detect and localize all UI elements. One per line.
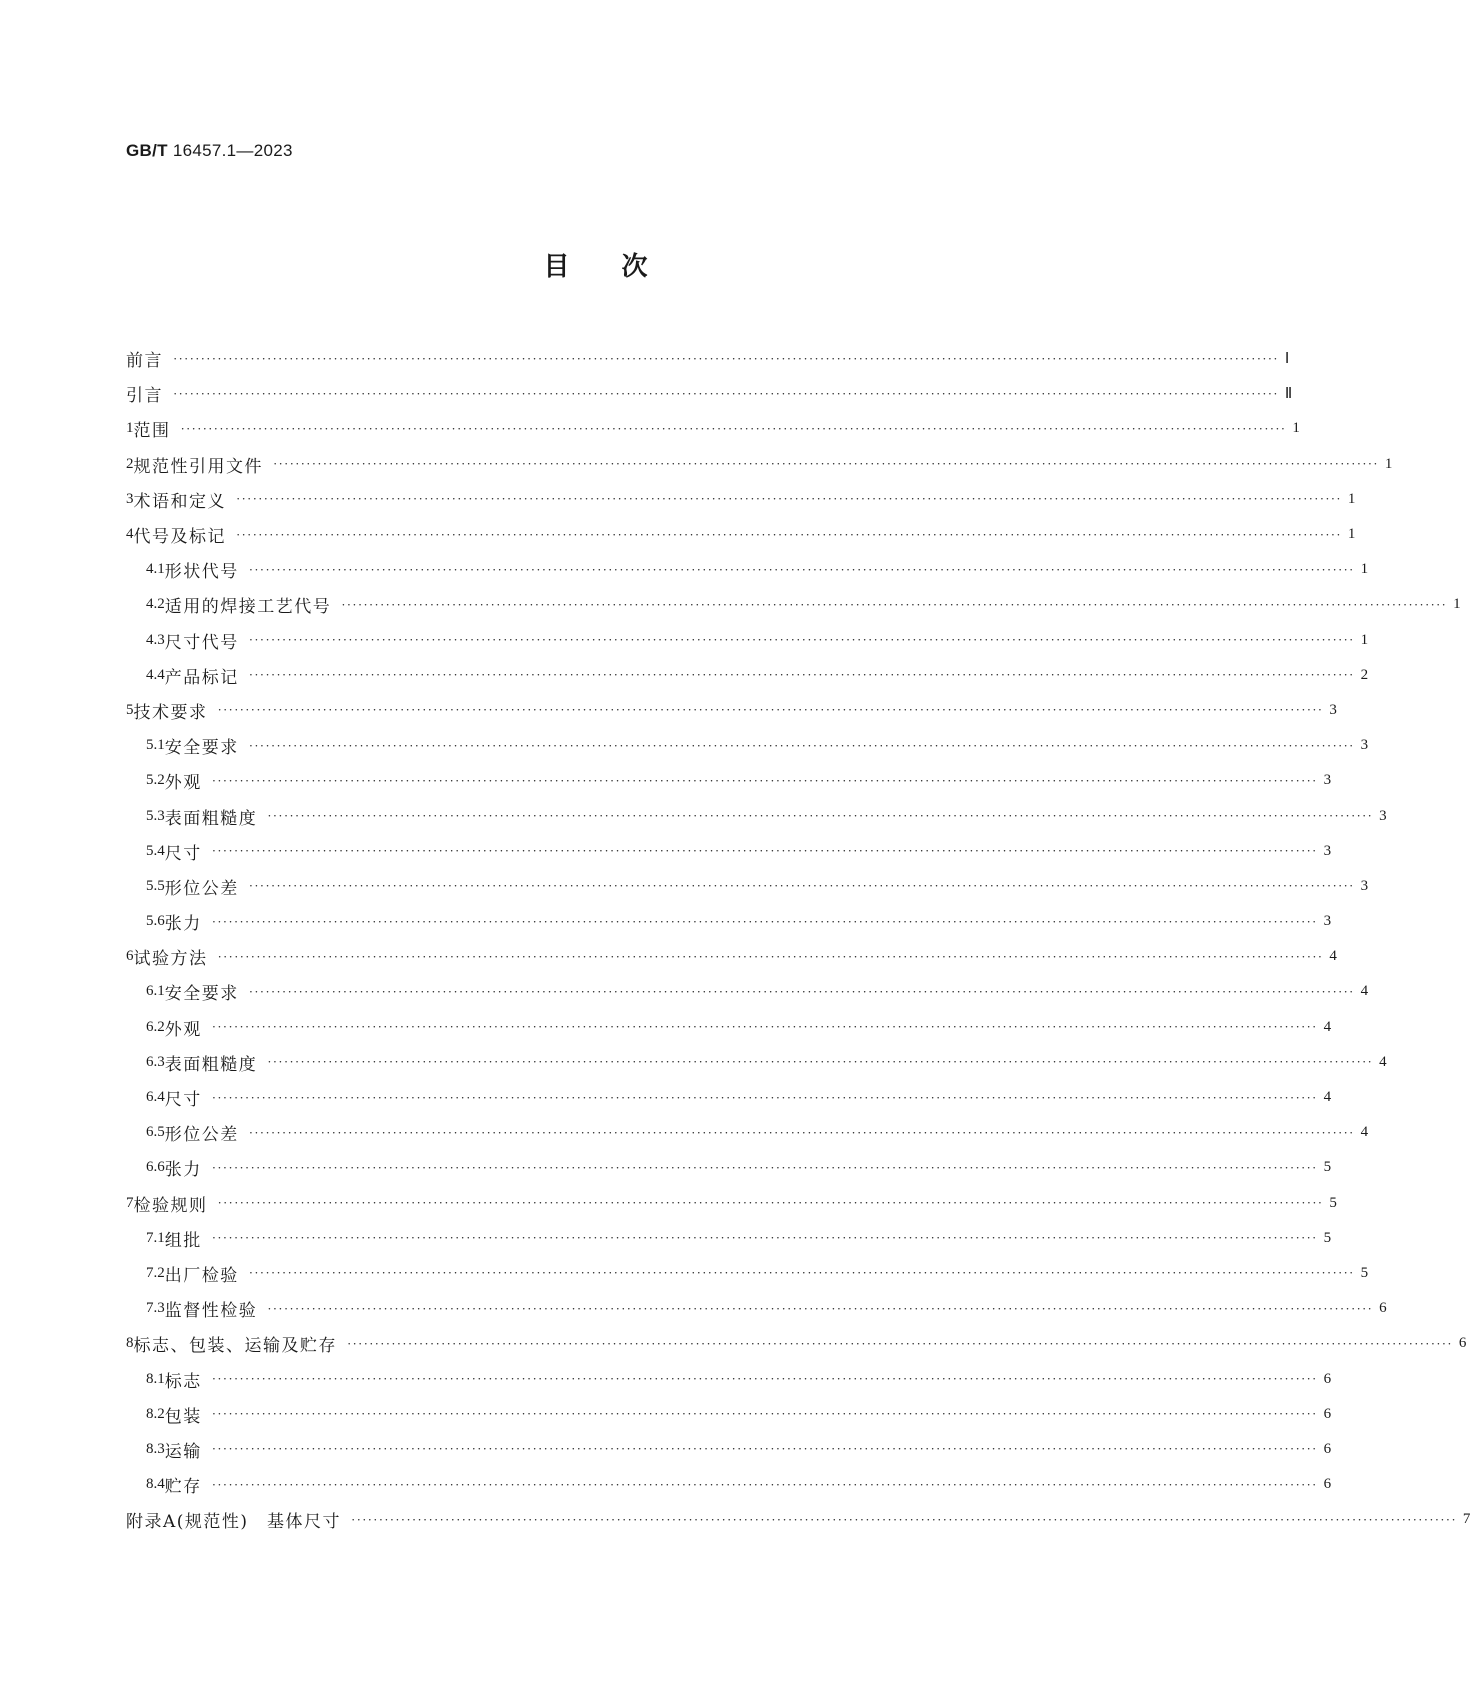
- toc-entry-label: 形位公差: [164, 878, 239, 899]
- toc-entry-page: 3: [1360, 877, 1369, 894]
- toc-entry[interactable]: [126, 1397, 1332, 1432]
- toc-entry-number: 5.1: [146, 737, 165, 754]
- toc-entry-page: 4: [1360, 983, 1369, 1000]
- toc-entry-page: Ⅰ: [1284, 351, 1290, 368]
- toc-entry-page: 1: [1360, 631, 1369, 648]
- toc-entry-label: 适用的焊接工艺代号: [164, 597, 332, 618]
- toc-leader-dots: ········································································································································································································: [173, 385, 1279, 401]
- toc-entry-label: 表面粗糙度: [164, 808, 258, 829]
- toc-leader-dots: ········································································································································································································: [217, 702, 1324, 718]
- toc-entry-page: 1: [1347, 490, 1356, 507]
- page-title: 目次: [543, 252, 700, 282]
- toc-entry-page: 7: [1462, 1511, 1470, 1528]
- toc-entry-page: 3: [1360, 737, 1369, 754]
- toc-entry-page: 1: [1360, 561, 1369, 578]
- toc-entry-number: 6.4: [146, 1089, 165, 1106]
- toc-entry[interactable]: [126, 939, 1337, 974]
- standard-number: 16457.1—2023: [172, 141, 293, 160]
- toc-leader-dots: ········································································································································································································: [347, 1335, 1453, 1351]
- toc-entry[interactable]: [126, 834, 1332, 869]
- toc-entry[interactable]: [126, 482, 1356, 517]
- toc-entry-number: 6.2: [146, 1018, 165, 1035]
- toc-entry-number: 2: [126, 455, 134, 472]
- toc-entry-page: 3: [1323, 913, 1332, 930]
- toc-leader-dots: ········································································································································································································: [211, 1371, 1318, 1387]
- toc-entry[interactable]: [126, 376, 1293, 411]
- toc-entry[interactable]: [126, 974, 1369, 1009]
- toc-entry[interactable]: [126, 904, 1332, 939]
- standard-prefix: GB/T: [126, 141, 168, 160]
- toc-entry-page: 5: [1323, 1159, 1332, 1176]
- toc-entry[interactable]: [126, 1326, 1467, 1361]
- toc-leader-dots: ········································································································································································································: [248, 561, 1355, 577]
- toc-entry[interactable]: [126, 1291, 1387, 1326]
- toc-entry-label: 表面粗糙度: [164, 1054, 258, 1075]
- toc-entry-label: 贮存: [164, 1477, 202, 1498]
- toc-entry-page: 3: [1379, 807, 1387, 824]
- toc-entry-label: 张力: [164, 1160, 202, 1181]
- toc-entry-label: 标志、包装、运输及贮存: [133, 1336, 337, 1357]
- toc-entry-label: 引言: [126, 386, 163, 407]
- toc-entry[interactable]: [126, 1115, 1369, 1150]
- toc-entry-number: 7: [126, 1194, 134, 1211]
- toc-entry-label: 形位公差: [164, 1125, 239, 1146]
- toc-entry-page: 3: [1323, 772, 1332, 789]
- toc-entry-page: 5: [1323, 1229, 1332, 1246]
- toc-leader-dots: ········································································································································································································: [248, 1124, 1355, 1140]
- toc-entry[interactable]: [126, 447, 1393, 482]
- toc-entry-number: 1: [126, 420, 134, 437]
- toc-entry[interactable]: [126, 1256, 1369, 1291]
- toc-leader-dots: ········································································································································································································: [248, 632, 1355, 648]
- toc-entry[interactable]: [126, 411, 1300, 446]
- toc-leader-dots: ········································································································································································································: [248, 878, 1355, 894]
- toc-entry-number: 6.6: [146, 1159, 165, 1176]
- toc-entry[interactable]: [126, 623, 1369, 658]
- toc-leader-dots: ········································································································································································································: [217, 948, 1324, 964]
- toc-entry-label: 安全要求: [164, 984, 239, 1005]
- toc-entry-page: 5: [1360, 1264, 1369, 1281]
- toc-entry-number: 3: [126, 490, 134, 507]
- toc-entry-number: 7.3: [146, 1300, 165, 1317]
- toc-entry-label: 前言: [126, 351, 163, 372]
- toc-entry[interactable]: [126, 1361, 1332, 1396]
- toc-entry-page: 4: [1329, 948, 1337, 965]
- toc-leader-dots: ········································································································································································································: [267, 1054, 1374, 1070]
- toc-leader-dots: ········································································································································································································: [211, 1089, 1318, 1105]
- toc-entry-label: 范围: [133, 421, 171, 442]
- toc-entry-page: 4: [1360, 1124, 1369, 1141]
- toc-entry-page: 4: [1323, 1089, 1332, 1106]
- toc-entry-number: 6: [126, 948, 134, 965]
- toc-leader-dots: ········································································································································································································: [180, 420, 1287, 436]
- toc-entry-number: 4.1: [146, 561, 165, 578]
- toc-entry[interactable]: [126, 1186, 1337, 1221]
- toc-entry-number: 8: [126, 1335, 134, 1352]
- toc-entry-page: 6: [1323, 1476, 1332, 1493]
- toc-leader-dots: ········································································································································································································: [173, 350, 1279, 366]
- standard-code: [126, 141, 293, 161]
- toc-leader-dots: ········································································································································································································: [248, 667, 1355, 683]
- toc-entry[interactable]: [126, 728, 1369, 763]
- toc-leader-dots: ········································································································································································································: [211, 772, 1318, 788]
- toc-entry[interactable]: [126, 552, 1369, 587]
- toc-leader-dots: ········································································································································································································: [248, 737, 1355, 753]
- toc-entry-page: 3: [1329, 701, 1337, 718]
- toc-leader-dots: ········································································································································································································: [267, 1300, 1374, 1316]
- toc-entry[interactable]: [126, 1150, 1332, 1185]
- toc-entry-label: 代号及标记: [133, 527, 226, 548]
- toc-entry-number: 7.2: [146, 1264, 165, 1281]
- toc-entry-number: 4.4: [146, 666, 165, 683]
- toc-entry-label: 检验规则: [133, 1195, 208, 1216]
- toc-entry-label: 形状代号: [164, 562, 239, 583]
- toc-entry-page: 4: [1323, 1018, 1332, 1035]
- toc-leader-dots: ········································································································································································································: [273, 456, 1379, 472]
- toc-leader-dots: ········································································································································································································: [211, 1406, 1318, 1422]
- toc-entry-label: 张力: [164, 914, 202, 935]
- toc-entry-label: 标志: [164, 1371, 202, 1392]
- toc-entry[interactable]: [126, 1502, 1470, 1537]
- toc-entry-number: 8.3: [146, 1440, 165, 1457]
- toc-entry-label: 尺寸代号: [164, 632, 239, 653]
- table-of-contents: [126, 341, 1470, 1537]
- toc-entry[interactable]: [126, 1080, 1332, 1115]
- toc-leader-dots: ········································································································································································································: [211, 843, 1318, 859]
- toc-entry-page: 2: [1360, 666, 1369, 683]
- toc-entry-label: 尺寸: [164, 1090, 202, 1111]
- toc-entry[interactable]: [126, 1045, 1387, 1080]
- toc-entry-label: 运输: [164, 1441, 202, 1462]
- toc-entry-page: 6: [1323, 1405, 1332, 1422]
- toc-entry-label: 附录A(规范性) 基体尺寸: [126, 1512, 342, 1533]
- toc-entry-number: 5: [126, 701, 134, 718]
- toc-entry[interactable]: [126, 1221, 1332, 1256]
- toc-entry[interactable]: [126, 658, 1369, 693]
- toc-leader-dots: ········································································································································································································: [211, 1159, 1318, 1175]
- toc-entry-number: 8.2: [146, 1405, 165, 1422]
- toc-entry-page: 1: [1347, 526, 1356, 543]
- toc-entry-label: 技术要求: [133, 702, 208, 723]
- toc-entry-number: 4: [126, 526, 134, 543]
- toc-leader-dots: ········································································································································································································: [341, 596, 1448, 612]
- toc-entry[interactable]: [126, 341, 1290, 376]
- toc-entry-label: 出厂检验: [164, 1265, 239, 1286]
- toc-entry-number: 8.4: [146, 1476, 165, 1493]
- toc-entry[interactable]: [126, 693, 1337, 728]
- toc-entry-label: 包装: [164, 1406, 202, 1427]
- toc-leader-dots: ········································································································································································································: [236, 491, 1342, 507]
- toc-entry-label: 产品标记: [164, 667, 239, 688]
- toc-leader-dots: ········································································································································································································: [211, 1441, 1318, 1457]
- toc-entry-page: 5: [1329, 1194, 1337, 1211]
- toc-entry-number: 5.4: [146, 842, 165, 859]
- toc-leader-dots: ········································································································································································································: [211, 1476, 1318, 1492]
- toc-entry-number: 5.5: [146, 877, 165, 894]
- toc-entry-label: 监督性检验: [164, 1301, 258, 1322]
- toc-entry[interactable]: [126, 517, 1356, 552]
- toc-entry-page: 1: [1384, 455, 1393, 472]
- toc-leader-dots: ········································································································································································································: [217, 1195, 1324, 1211]
- toc-entry-label: 外观: [164, 773, 202, 794]
- toc-entry-number: 4.2: [146, 596, 165, 613]
- toc-entry[interactable]: [126, 1467, 1332, 1502]
- toc-entry-number: 4.3: [146, 631, 165, 648]
- toc-entry[interactable]: [126, 1010, 1332, 1045]
- toc-leader-dots: ········································································································································································································: [211, 1230, 1318, 1246]
- toc-entry-page: 6: [1458, 1335, 1467, 1352]
- toc-entry-label: 外观: [164, 1019, 202, 1040]
- toc-leader-dots: ········································································································································································································: [351, 1511, 1457, 1527]
- toc-leader-dots: ········································································································································································································: [248, 983, 1355, 999]
- toc-entry-number: 8.1: [146, 1370, 165, 1387]
- toc-entry-number: 5.6: [146, 913, 165, 930]
- toc-entry[interactable]: [126, 869, 1369, 904]
- toc-entry-page: 6: [1323, 1370, 1332, 1387]
- toc-entry-page: Ⅱ: [1284, 386, 1293, 403]
- toc-entry-label: 规范性引用文件: [133, 456, 263, 477]
- toc-leader-dots: ········································································································································································································: [211, 913, 1318, 929]
- toc-entry-number: 7.1: [146, 1229, 165, 1246]
- toc-entry[interactable]: [126, 587, 1461, 622]
- toc-entry-label: 安全要求: [164, 738, 239, 759]
- toc-entry-label: 组批: [164, 1230, 202, 1251]
- toc-entry[interactable]: [126, 798, 1387, 833]
- toc-entry-number: 6.5: [146, 1124, 165, 1141]
- toc-entry-page: 6: [1323, 1440, 1332, 1457]
- toc-entry-page: 4: [1379, 1053, 1387, 1070]
- toc-entry-number: 5.2: [146, 772, 165, 789]
- toc-entry[interactable]: [126, 763, 1332, 798]
- toc-entry-page: 6: [1379, 1300, 1387, 1317]
- toc-entry-page: 3: [1323, 842, 1332, 859]
- toc-entry-page: 1: [1453, 596, 1461, 613]
- toc-leader-dots: ········································································································································································································: [211, 1019, 1318, 1035]
- toc-leader-dots: ········································································································································································································: [267, 808, 1374, 824]
- toc-entry-page: 1: [1292, 420, 1300, 437]
- toc-entry-label: 尺寸: [164, 843, 202, 864]
- toc-entry-number: 6.1: [146, 983, 165, 1000]
- toc-entry-label: 术语和定义: [133, 491, 226, 512]
- toc-leader-dots: ········································································································································································································: [248, 1265, 1355, 1281]
- toc-entry[interactable]: [126, 1432, 1332, 1467]
- toc-entry-number: 6.3: [146, 1053, 165, 1070]
- toc-entry-label: 试验方法: [133, 949, 208, 970]
- toc-entry-number: 5.3: [146, 807, 165, 824]
- toc-leader-dots: ········································································································································································································: [236, 526, 1342, 542]
